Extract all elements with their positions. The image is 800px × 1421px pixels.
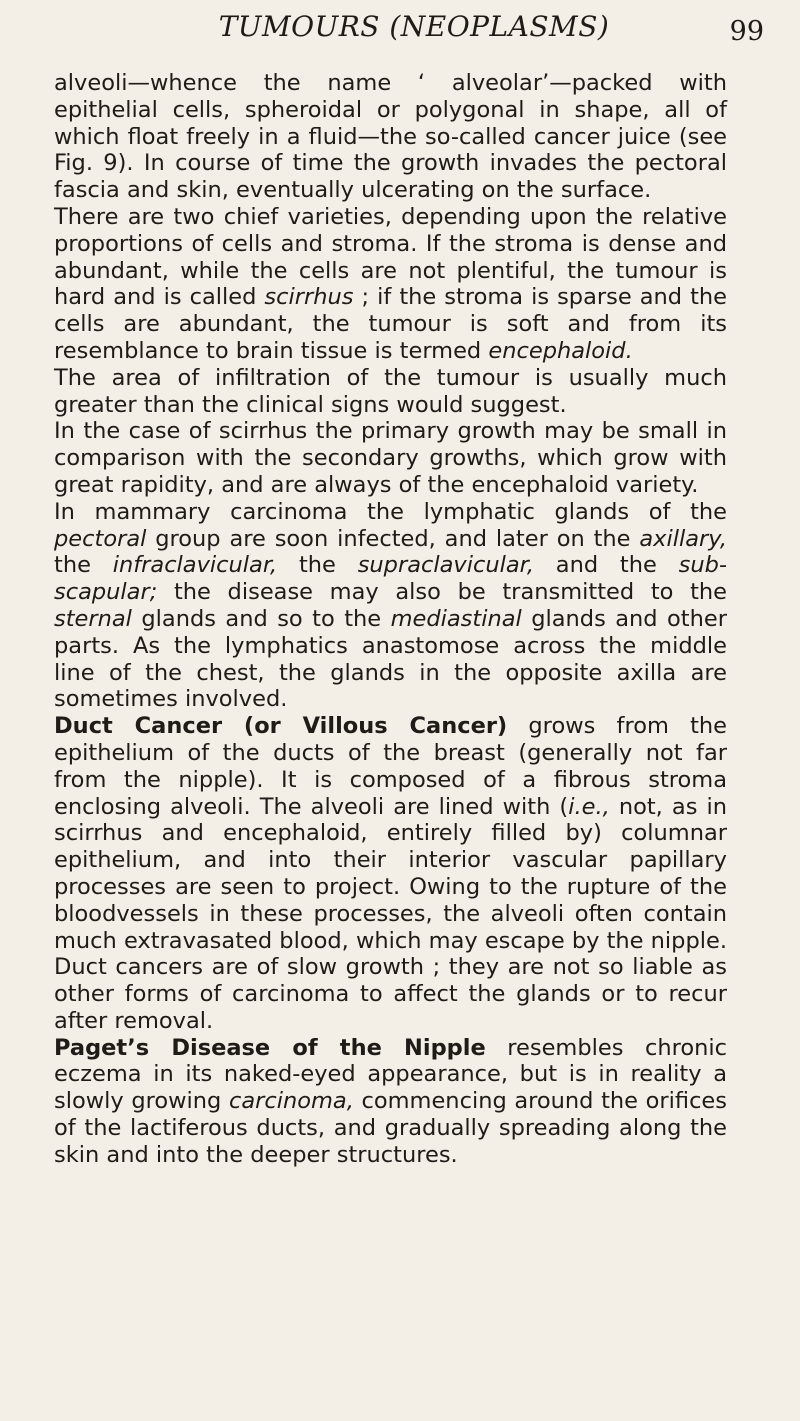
paragraph-text: In the case of scirrhus the primary growth may be small in comparison with the secondary growths, which grow with great rapidity, and are always of the encephaloid variety. <box>54 418 727 498</box>
paragraph-text: alveoli—whence the name ‘ alveolar’—packed with epithelial cells, spheroidal or polygonal in shape, all of which float freely in a fluid—the so-called cancer juice (see Fig. 9). In course of time the growth invades the pectoral fascia and skin, eventually ulcerating on the surface. <box>54 70 727 204</box>
paragraph-duct-cancer <box>54 713 727 954</box>
text-run: and the <box>534 552 679 579</box>
section-heading-pagets-disease: Paget’s Disease of the Nipple <box>54 1034 486 1061</box>
paragraph-text: The area of infiltration of the tumour is usually much greater than the clinical signs would suggest. <box>54 364 727 418</box>
text-run: group are soon infected, and later on the <box>146 525 640 552</box>
term-supraclavicular: supraclavicular, <box>357 552 534 579</box>
paragraph-scirrhus-growth <box>54 418 727 498</box>
text-run: the <box>54 552 113 579</box>
term-axillary: axillary, <box>639 525 727 552</box>
text-run: glands and other parts. As the lymphatics anastomose across the middle line of the chest, the glands in the opposite axilla are sometimes involved. <box>54 605 727 713</box>
text-run: There are two chief varieties, depending upon the relative proportions of cells and stroma. If the stroma is dense and abundant, while the cells are not plentiful, the tumour is hard and is called <box>54 203 727 311</box>
paragraph-infiltration <box>54 365 727 419</box>
term-ie: i.e., <box>568 793 610 820</box>
paragraph-duct-growth <box>54 954 727 1034</box>
text-run: commencing around the orifices of the lactiferous ducts, and gradually spreading along the skin and into the deeper structures. <box>54 1088 728 1168</box>
term-carcinoma: carcinoma, <box>228 1088 354 1115</box>
paragraph-lymphatic-glands <box>54 499 727 713</box>
text-run: resembles chronic eczema in its naked-eyed appearance, but is in reality a slowly growing <box>54 1034 727 1115</box>
text-run: the <box>277 552 358 579</box>
text-run: glands and so to the <box>131 605 391 632</box>
paragraph-varieties <box>54 204 727 365</box>
text-run: ; if the stroma is sparse and the cells are abundant, the tumour is soft and from its resemblance to brain tissue is termed <box>54 284 727 364</box>
term-encephaloid: encephaloid. <box>488 337 633 364</box>
paragraph-pagets-disease <box>54 1035 727 1169</box>
page-header <box>54 8 774 78</box>
text-run: not, as in scirrhus and encephaloid, entirely filled by) columnar epithelium, and into their interior vascular papillary processes are seen to project. Owing to the rupture of the bloodvessels in these processes, the alveoli often contain much extravasated blood, which may escape by the nipple. <box>54 793 727 954</box>
text-run: the disease may also be transmitted to the <box>157 579 727 606</box>
running-title: TUMOURS (NEOPLASMS) <box>218 10 610 43</box>
paragraph-alveoli <box>54 70 727 204</box>
text-run: grows from the epithelium of the ducts of the breast (generally not far from the nipple). It is composed of a fibrous stroma enclosing alveoli. The alveoli are lined with ( <box>54 713 727 820</box>
page-number: 99 <box>729 16 764 47</box>
text-run: In mammary carcinoma the lymphatic glands of the <box>54 498 727 525</box>
term-pectoral: pectoral <box>54 525 147 552</box>
paragraph-text: Duct cancers are of slow growth ; they are not so liable as other forms of carcinoma to affect the glands or to recur after removal. <box>54 954 727 1034</box>
term-mediastinal: mediastinal <box>390 605 522 632</box>
term-sternal: sternal <box>54 605 132 632</box>
section-heading-duct-cancer: Duct Cancer (or Villous Cancer) <box>54 713 508 740</box>
term-subscapular: sub-scapular; <box>54 552 728 606</box>
body-text <box>54 70 727 1169</box>
term-infraclavicular: infraclavicular, <box>112 552 278 579</box>
term-scirrhus: scirrhus <box>264 284 354 311</box>
